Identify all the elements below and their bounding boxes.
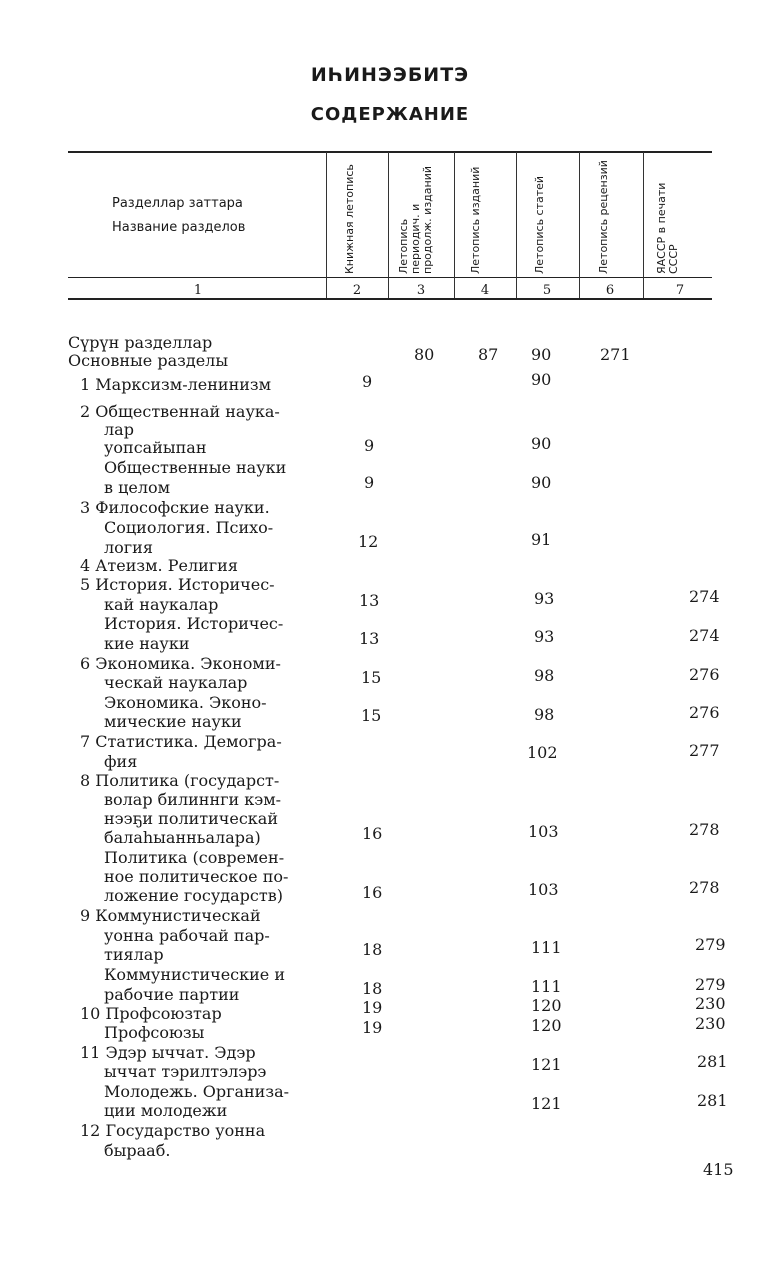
section-title: 9 Коммунистическай: [80, 906, 261, 925]
section-title: логия: [104, 538, 153, 557]
column-number: 2: [352, 283, 362, 298]
section-title: Молодежь. Организа-: [104, 1082, 290, 1101]
column-number: 7: [675, 283, 685, 298]
column-number: 3: [416, 283, 426, 298]
section-title: 11 Эдэр ыччат. Эдэр: [80, 1043, 256, 1062]
page-ref-articles: 103: [528, 880, 559, 899]
section-title: Социология. Психо-: [104, 518, 274, 537]
column-header-editions-chronicle: Летопись изданий: [469, 166, 482, 274]
page-ref-articles: 121: [531, 1055, 562, 1074]
section-title: ложение государств): [104, 886, 283, 905]
column-divider: [326, 152, 327, 298]
column-1-header-yakut: Разделлар заттара: [112, 196, 243, 211]
page-ref-articles: 90: [531, 345, 552, 364]
column-header-periodicals-chronicle: Летопись периодич. и продолж. изданий: [397, 165, 434, 274]
page-ref-editions: 87: [478, 345, 499, 364]
page-ref-articles: 93: [534, 627, 555, 646]
section-title: рабочие партии: [104, 985, 240, 1004]
column-divider: [643, 152, 644, 298]
page-ref-book: 12: [358, 532, 379, 551]
column-divider: [516, 152, 517, 298]
column-1-header-russian: Название разделов: [112, 220, 246, 235]
section-title: 7 Статистика. Демогра-: [80, 732, 282, 751]
page-ref-yassr: 277: [689, 741, 720, 760]
page-ref-articles: 111: [531, 938, 562, 957]
section-title: Политика (современ-: [104, 848, 285, 867]
page-ref-book: 19: [362, 1018, 383, 1037]
section-title: бырааб.: [104, 1141, 171, 1160]
section-title: мические науки: [104, 712, 242, 731]
column-divider: [454, 152, 455, 298]
section-title: История. Историчес-: [104, 614, 284, 633]
page-ref-yassr: 278: [689, 820, 720, 839]
column-number: 6: [605, 283, 615, 298]
page-ref-book: 13: [359, 629, 380, 648]
section-title: 6 Экономика. Экономи-: [80, 654, 281, 673]
page-ref-articles: 102: [527, 743, 558, 762]
section-title: фия: [104, 752, 138, 771]
section-title: кай наукалар: [104, 595, 219, 614]
page-ref-book: 19: [362, 998, 383, 1017]
section-title: 3 Философские науки.: [80, 498, 270, 517]
page-ref-articles: 111: [531, 977, 562, 996]
column-number: 4: [480, 283, 490, 298]
section-title: Коммунистические и: [104, 965, 286, 984]
section-title: 1 Марксизм-ленинизм: [80, 375, 272, 394]
column-divider: [388, 152, 389, 298]
section-title: в целом: [104, 478, 171, 497]
table-header-rule: [68, 277, 712, 278]
page-ref-yassr: 230: [695, 1014, 726, 1033]
section-title: Экономика. Эконо-: [104, 693, 267, 712]
column-1-header: [112, 192, 245, 240]
page-ref-book: 9: [364, 436, 375, 455]
section-title: 5 История. Историчес-: [80, 575, 275, 594]
table-top-rule: [68, 151, 712, 153]
page-ref-articles: 90: [531, 370, 552, 389]
section-title: 12 Государство уонна: [80, 1121, 266, 1140]
section-title: ное политическое по-: [104, 867, 289, 886]
page-ref-book: 15: [361, 668, 382, 687]
page-ref-book: 16: [362, 883, 383, 902]
section-title: лар: [104, 420, 134, 439]
page-ref-yassr: 278: [689, 878, 720, 897]
column-divider: [579, 152, 580, 298]
page-number: 415: [703, 1160, 734, 1179]
column-number: 5: [542, 283, 552, 298]
section-title: Сүрүн разделлар: [68, 333, 213, 352]
page-ref-yassr: 279: [695, 975, 726, 994]
page-ref-yassr: 279: [695, 935, 726, 954]
page-ref-book: 16: [362, 824, 383, 843]
section-title: уонна рабочай пар-: [104, 926, 270, 945]
table-bottom-rule: [68, 298, 712, 300]
column-header-reviews-chronicle: Летопись рецензий: [597, 160, 610, 274]
page-ref-book: 18: [362, 940, 383, 959]
column-header-yassr-in-press: ЯАССР в печати СССР: [655, 182, 680, 274]
page-ref-articles: 120: [531, 996, 562, 1015]
column-header-articles-chronicle: Летопись статей: [533, 175, 546, 274]
page-ref-book: 9: [364, 473, 375, 492]
page-ref-book: 9: [362, 372, 373, 391]
page-ref-book: 15: [361, 706, 382, 725]
section-title: нээҕи политическай: [104, 809, 279, 828]
section-title: уопсайыпан: [104, 438, 207, 457]
section-title: ческай наукалар: [104, 673, 248, 692]
page-ref-yassr: 274: [689, 587, 720, 606]
page-ref-articles: 98: [534, 705, 555, 724]
page-ref-book: 13: [359, 591, 380, 610]
section-title: Основные разделы: [68, 351, 229, 370]
page-ref-book: 18: [362, 979, 383, 998]
page-ref-yassr: 276: [689, 703, 720, 722]
page-ref-reviews: 271: [600, 345, 631, 364]
section-title: ыччат тэрилтэлэрэ: [104, 1062, 267, 1081]
section-title: тиялар: [104, 945, 164, 964]
section-title: 4 Атеизм. Религия: [80, 556, 238, 575]
page-ref-articles: 90: [531, 473, 552, 492]
page-ref-articles: 121: [531, 1094, 562, 1113]
page-ref-periodicals: 80: [414, 345, 435, 364]
section-title: волар билиннги кэм-: [104, 790, 282, 809]
section-title: кие науки: [104, 634, 190, 653]
page-ref-yassr: 230: [695, 994, 726, 1013]
page-ref-yassr: 274: [689, 626, 720, 645]
page-ref-articles: 93: [534, 589, 555, 608]
page-ref-articles: 91: [531, 530, 552, 549]
title-yakut: ИҺИНЭЭБИТЭ: [310, 64, 470, 86]
page-ref-yassr: 276: [689, 665, 720, 684]
section-title: 8 Политика (государст-: [80, 771, 280, 790]
section-title: Общественные науки: [104, 458, 287, 477]
column-header-book-chronicle: Книжная летопись: [343, 164, 356, 274]
section-title: ции молодежи: [104, 1101, 228, 1120]
title-russian: СОДЕРЖАНИЕ: [310, 104, 470, 125]
section-title: 2 Общественнай наука-: [80, 402, 280, 421]
column-number: 1: [193, 283, 203, 298]
page-ref-articles: 103: [528, 822, 559, 841]
section-title: балаһыанньалара): [104, 828, 261, 847]
section-title: Профсоюзы: [104, 1023, 205, 1042]
section-title: 10 Профсоюзтар: [80, 1004, 222, 1023]
page-ref-articles: 120: [531, 1016, 562, 1035]
page-ref-articles: 98: [534, 666, 555, 685]
page-ref-articles: 90: [531, 434, 552, 453]
page-ref-yassr: 281: [697, 1091, 728, 1110]
page-ref-yassr: 281: [697, 1052, 728, 1071]
